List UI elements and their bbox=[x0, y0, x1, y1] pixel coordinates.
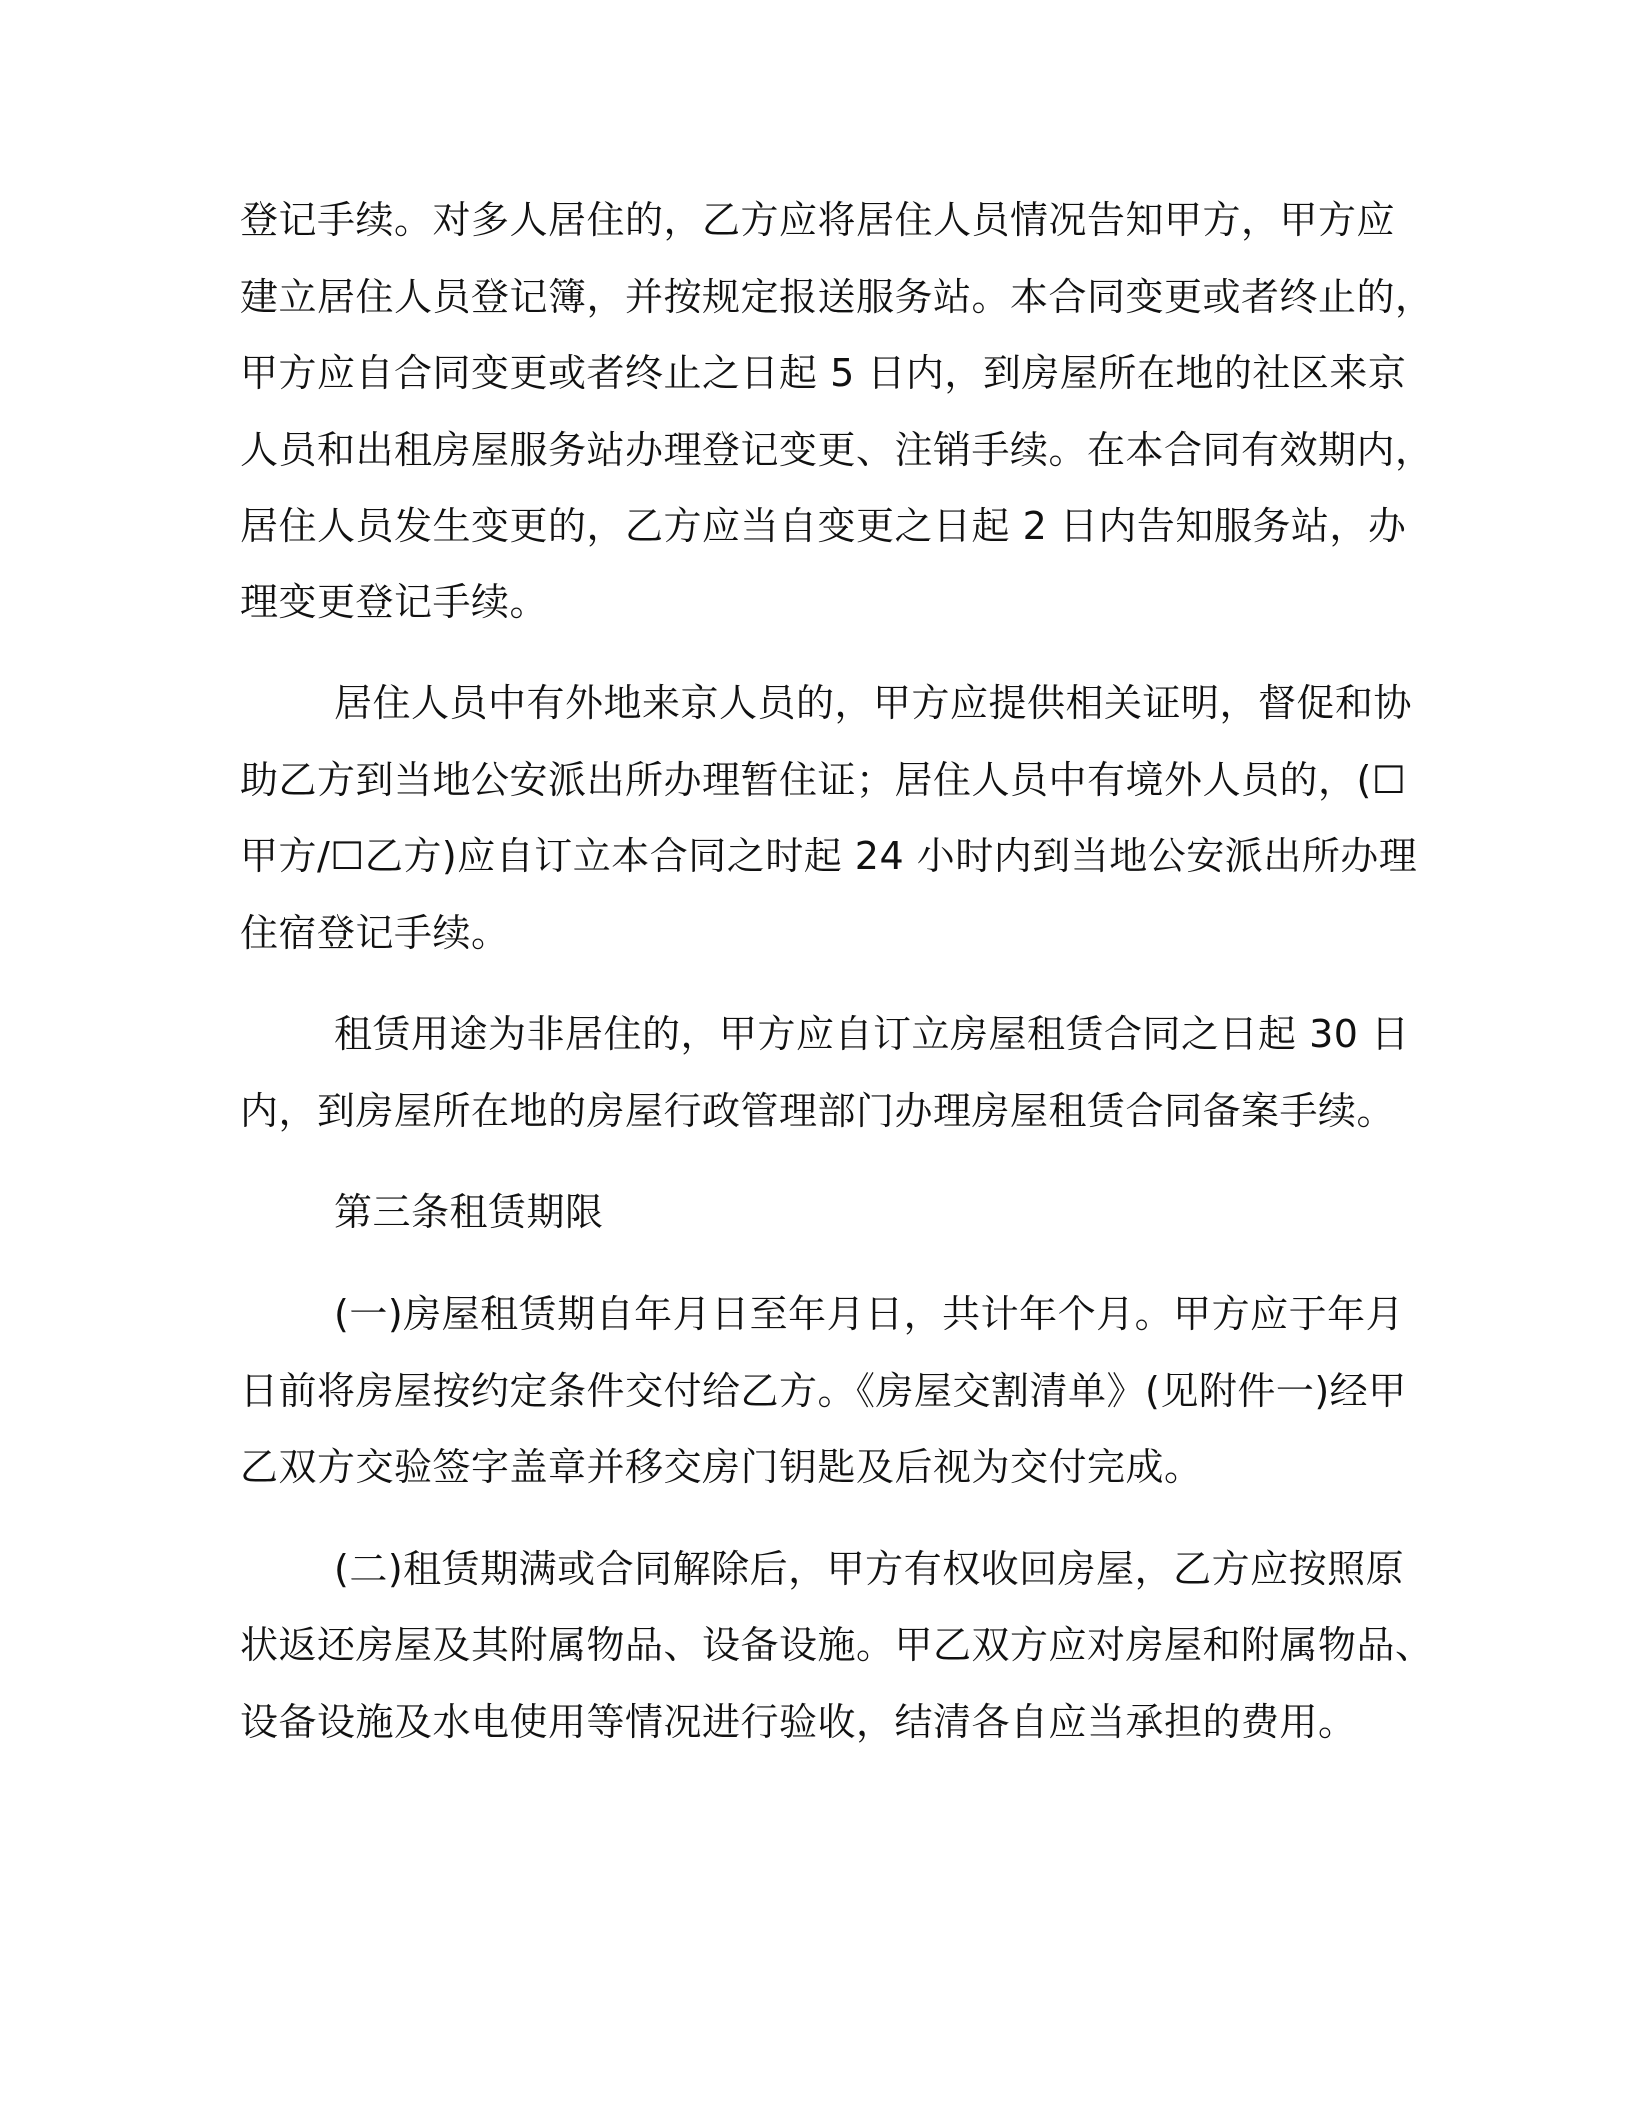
text-line: 设备设施及水电使用等情况进行验收，结清各自应当承担的费用。 bbox=[240, 1700, 1357, 1744]
text-line: 甲方应自合同变更或者终止之日起 5 日内，到房屋所在地的社区来京 bbox=[240, 351, 1407, 395]
text-line: 登记手续。对多人居住的，乙方应将居住人员情况告知甲方，甲方应 bbox=[240, 198, 1396, 242]
section-heading: 第三条租赁期限 bbox=[334, 1190, 604, 1234]
text-line: 状返还房屋及其附属物品、设备设施。甲乙双方应对房屋和附属物品、 bbox=[240, 1623, 1434, 1667]
text-line: 住宿登记手续。 bbox=[240, 911, 510, 955]
text-line: 理变更登记手续。 bbox=[240, 580, 549, 624]
text-line: 人员和出租房屋服务站办理登记变更、注销手续。在本合同有效期内， bbox=[240, 428, 1434, 472]
text-line: 助乙方到当地公安派出所办理暂住证；居住人员中有境外人员的，(☐ bbox=[240, 758, 1407, 802]
text-line: 居住人员发生变更的，乙方应当自变更之日起 2 日内告知服务站，办 bbox=[240, 504, 1407, 548]
text-line: (二)租赁期满或合同解除后，甲方有权收回房屋，乙方应按照原 bbox=[334, 1547, 1405, 1591]
text-line: 建立居住人员登记簿，并按规定报送服务站。本合同变更或者终止的， bbox=[240, 275, 1434, 319]
text-line: 内，到房屋所在地的房屋行政管理部门办理房屋租赁合同备案手续。 bbox=[240, 1089, 1396, 1133]
text-line: 租赁用途为非居住的，甲方应自订立房屋租赁合同之日起 30 日 bbox=[334, 1012, 1410, 1056]
text-line: (一)房屋租赁期自年月日至年月日，共计年个月。甲方应于年月 bbox=[334, 1292, 1405, 1336]
text-line: 居住人员中有外地来京人员的，甲方应提供相关证明，督促和协 bbox=[334, 681, 1413, 725]
text-line: 甲方/☐乙方)应自订立本合同之时起 24 小时内到当地公安派出所办理 bbox=[240, 834, 1418, 878]
text-line: 乙双方交验签字盖章并移交房门钥匙及后视为交付完成。 bbox=[240, 1445, 1203, 1489]
text-line: 日前将房屋按约定条件交付给乙方。《房屋交割清单》(见附件一)经甲 bbox=[240, 1369, 1407, 1413]
